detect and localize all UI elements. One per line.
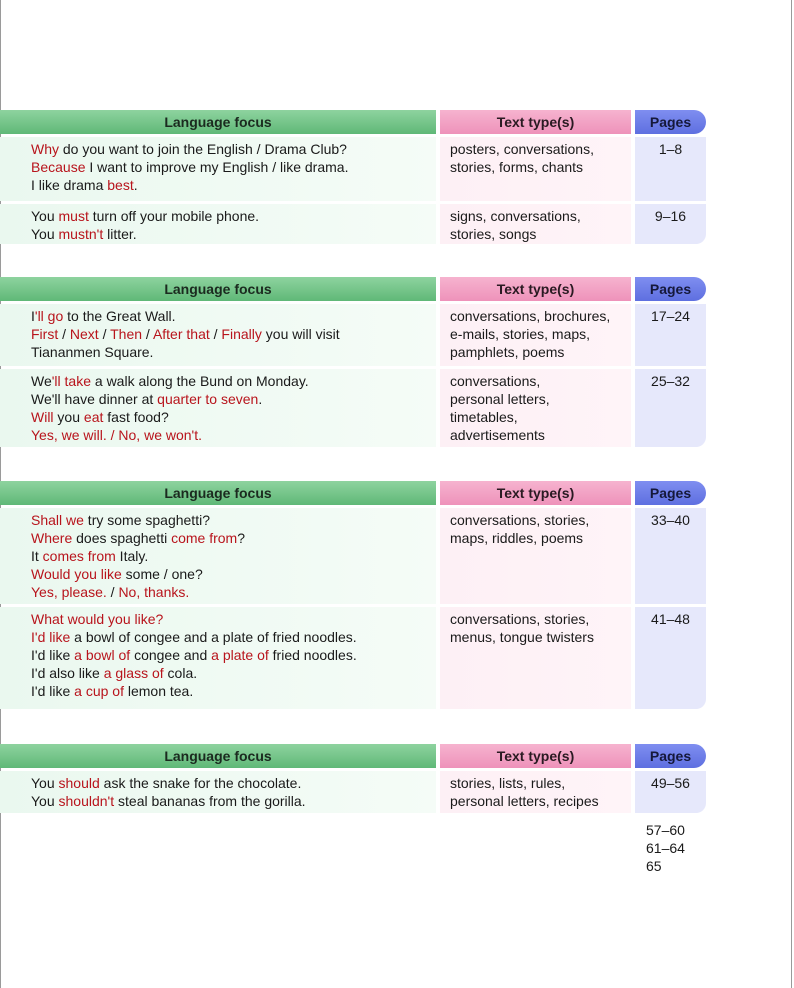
page-range: 1–8	[658, 141, 683, 157]
language-line	[31, 583, 436, 601]
language-line	[31, 390, 436, 408]
highlighted-phrase: Where	[31, 530, 73, 546]
highlighted-phrase: Because	[31, 159, 86, 175]
highlighted-phrase: First	[31, 326, 59, 342]
text-types-cell	[440, 204, 631, 244]
phrase: ask the snake for the chocolate.	[99, 775, 302, 791]
phrase: We	[31, 373, 52, 389]
language-line	[31, 372, 436, 390]
pages-cell	[635, 304, 706, 366]
language-focus-cell	[0, 204, 436, 244]
header-language-focus: Language focus	[0, 277, 436, 301]
text-type-line: pamphlets, poems	[450, 344, 565, 360]
page-right-edge	[791, 0, 792, 988]
text-types-cell	[440, 137, 631, 201]
language-line	[31, 646, 436, 664]
language-line	[31, 547, 436, 565]
phrase: to the Great Wall.	[63, 308, 176, 324]
language-line	[31, 628, 436, 646]
phrase: We'll have dinner at	[31, 391, 158, 407]
text-type-line: e-mails, stories, maps,	[450, 326, 591, 342]
phrase: I like drama	[31, 177, 108, 193]
highlighted-phrase: a plate of	[211, 647, 269, 663]
text-type-line: timetables,	[450, 409, 518, 425]
highlighted-phrase: a bowl of	[74, 647, 131, 663]
text-types-cell	[440, 508, 631, 604]
text-types-cell	[440, 771, 631, 813]
page-range: 65	[646, 858, 662, 874]
phrase: It	[31, 548, 43, 564]
language-line	[31, 158, 436, 176]
phrase: congee and	[130, 647, 212, 663]
phrase: I'd like	[31, 683, 75, 699]
text-type-line: personal letters, recipes	[450, 793, 599, 809]
phrase: I want to improve my English / like drama.	[85, 159, 349, 175]
highlighted-phrase: mustn't	[58, 226, 104, 242]
table-row	[0, 771, 706, 813]
language-line	[31, 511, 436, 529]
language-focus-cell	[0, 508, 436, 604]
phrase: litter.	[103, 226, 137, 242]
text-type-line: conversations, stories,	[450, 512, 590, 528]
phrase: lemon tea.	[123, 683, 194, 699]
phrase: You	[31, 226, 59, 242]
page-range: 61–64	[646, 840, 685, 856]
highlighted-phrase: best	[107, 177, 134, 193]
header-text-types: Text type(s)	[440, 744, 631, 768]
phrase: I'd also like	[31, 665, 104, 681]
pages-cell	[635, 607, 706, 709]
language-line	[31, 176, 436, 194]
highlighted-phrase: should	[58, 775, 100, 791]
highlighted-phrase: Shall we	[31, 512, 84, 528]
header-language-focus: Language focus	[0, 481, 436, 505]
text-type-line: conversations, brochures,	[450, 308, 611, 324]
table-row	[0, 508, 706, 604]
header-pages: Pages	[635, 481, 706, 505]
language-line	[31, 792, 436, 810]
phrase: I'd like	[31, 647, 75, 663]
highlighted-phrase: 'll go	[34, 308, 64, 324]
header-pages: Pages	[635, 110, 706, 134]
pages-cell	[635, 137, 706, 201]
highlighted-phrase: must	[58, 208, 89, 224]
highlighted-phrase: Will	[31, 409, 54, 425]
language-line	[31, 774, 436, 792]
header-text-types: Text type(s)	[440, 110, 631, 134]
highlighted-phrase: shouldn't	[58, 793, 115, 809]
phrase: do you want to join the English / Drama Club?	[59, 141, 347, 157]
pages-cell	[635, 508, 706, 604]
language-line	[31, 565, 436, 583]
phrase: try some spaghetti?	[83, 512, 210, 528]
phrase: I	[31, 308, 35, 324]
highlighted-phrase: Next	[69, 326, 99, 342]
phrase: You	[31, 775, 59, 791]
language-line	[31, 307, 436, 325]
phrase: /	[106, 584, 119, 600]
phrase: turn off your mobile phone.	[88, 208, 260, 224]
language-line	[31, 140, 436, 158]
phrase: cola.	[163, 665, 198, 681]
highlighted-phrase: come from	[171, 530, 238, 546]
highlighted-phrase: comes from	[42, 548, 116, 564]
table-row	[0, 607, 706, 709]
page-range: 57–60	[646, 822, 685, 838]
text-types-cell	[440, 304, 631, 366]
highlighted-phrase: Would you like	[31, 566, 122, 582]
text-type-line: menus, tongue twisters	[450, 629, 594, 645]
highlighted-phrase: quarter to seven	[157, 391, 259, 407]
text-types-cell	[440, 369, 631, 447]
text-type-line: conversations,	[450, 373, 541, 389]
header-text-types: Text type(s)	[440, 277, 631, 301]
highlighted-phrase: a cup of	[74, 683, 124, 699]
pages-cell	[635, 369, 706, 447]
text-type-line: advertisements	[450, 427, 545, 443]
page-range: 49–56	[651, 775, 690, 791]
highlighted-phrase: Yes, we will. / No, we won't.	[31, 427, 203, 443]
phrase: a bowl of congee and a plate of fried noodles.	[70, 629, 357, 645]
highlighted-phrase: I'd like	[31, 629, 71, 645]
language-line	[31, 225, 436, 243]
header-pages: Pages	[635, 277, 706, 301]
page-range: 17–24	[651, 308, 690, 324]
phrase: you	[53, 409, 84, 425]
phrase: .	[258, 391, 263, 407]
text-type-line: maps, riddles, poems	[450, 530, 584, 546]
phrase: Tiananmen Square.	[31, 344, 154, 360]
phrase: Italy.	[115, 548, 149, 564]
language-focus-cell	[0, 369, 436, 447]
phrase: does spaghetti	[72, 530, 172, 546]
page-range: 41–48	[651, 611, 690, 627]
language-line	[31, 325, 436, 343]
highlighted-phrase: Why	[31, 141, 59, 157]
phrase: /	[58, 326, 70, 342]
text-type-line: stories, forms, chants	[450, 159, 584, 175]
page-range: 25–32	[651, 373, 690, 389]
language-line	[31, 682, 436, 700]
language-line	[31, 610, 436, 628]
pages-cell	[635, 204, 706, 244]
highlighted-phrase: Finally	[221, 326, 262, 342]
language-line	[31, 664, 436, 682]
phrase: .	[133, 177, 138, 193]
page-range: 33–40	[651, 512, 690, 528]
table-row	[0, 304, 706, 366]
table-row	[0, 204, 706, 244]
text-type-line: stories, lists, rules,	[450, 775, 566, 791]
phrase: some / one?	[121, 566, 203, 582]
phrase: You	[31, 793, 59, 809]
phrase: a walk along the Bund on Monday.	[91, 373, 309, 389]
phrase: fried noodles.	[268, 647, 357, 663]
highlighted-phrase: a glass of	[103, 665, 164, 681]
language-focus-cell	[0, 304, 436, 366]
highlighted-phrase: 'll take	[51, 373, 91, 389]
highlighted-phrase: Yes, please.	[31, 584, 107, 600]
pages-cell	[635, 771, 706, 813]
language-line	[31, 207, 436, 225]
highlighted-phrase: eat	[83, 409, 104, 425]
highlighted-phrase: Then	[110, 326, 143, 342]
text-type-line: posters, conversations,	[450, 141, 594, 157]
text-type-line: conversations, stories,	[450, 611, 590, 627]
language-line	[31, 426, 436, 444]
highlighted-phrase: What would you like?	[31, 611, 164, 627]
header-pages: Pages	[635, 744, 706, 768]
page-range: 9–16	[654, 208, 687, 224]
language-line	[31, 343, 436, 361]
language-focus-cell	[0, 607, 436, 709]
highlighted-phrase: No, thanks.	[118, 584, 190, 600]
text-type-line: signs, conversations,	[450, 208, 581, 224]
table-row	[0, 369, 706, 447]
header-language-focus: Language focus	[0, 744, 436, 768]
table-row	[0, 137, 706, 201]
phrase: /	[209, 326, 222, 342]
phrase: /	[98, 326, 111, 342]
phrase: steal bananas from the gorilla.	[114, 793, 306, 809]
text-type-line: personal letters,	[450, 391, 550, 407]
text-types-cell	[440, 607, 631, 709]
header-text-types: Text type(s)	[440, 481, 631, 505]
language-line	[31, 408, 436, 426]
language-focus-cell	[0, 137, 436, 201]
language-focus-cell	[0, 771, 436, 813]
phrase: fast food?	[103, 409, 169, 425]
highlighted-phrase: After that	[152, 326, 210, 342]
extra-page-list	[646, 821, 685, 875]
phrase: You	[31, 208, 59, 224]
phrase: /	[142, 326, 153, 342]
text-type-line: stories, songs	[450, 226, 537, 242]
phrase: ?	[237, 530, 246, 546]
header-language-focus: Language focus	[0, 110, 436, 134]
phrase: you will visit	[261, 326, 340, 342]
language-line	[31, 529, 436, 547]
